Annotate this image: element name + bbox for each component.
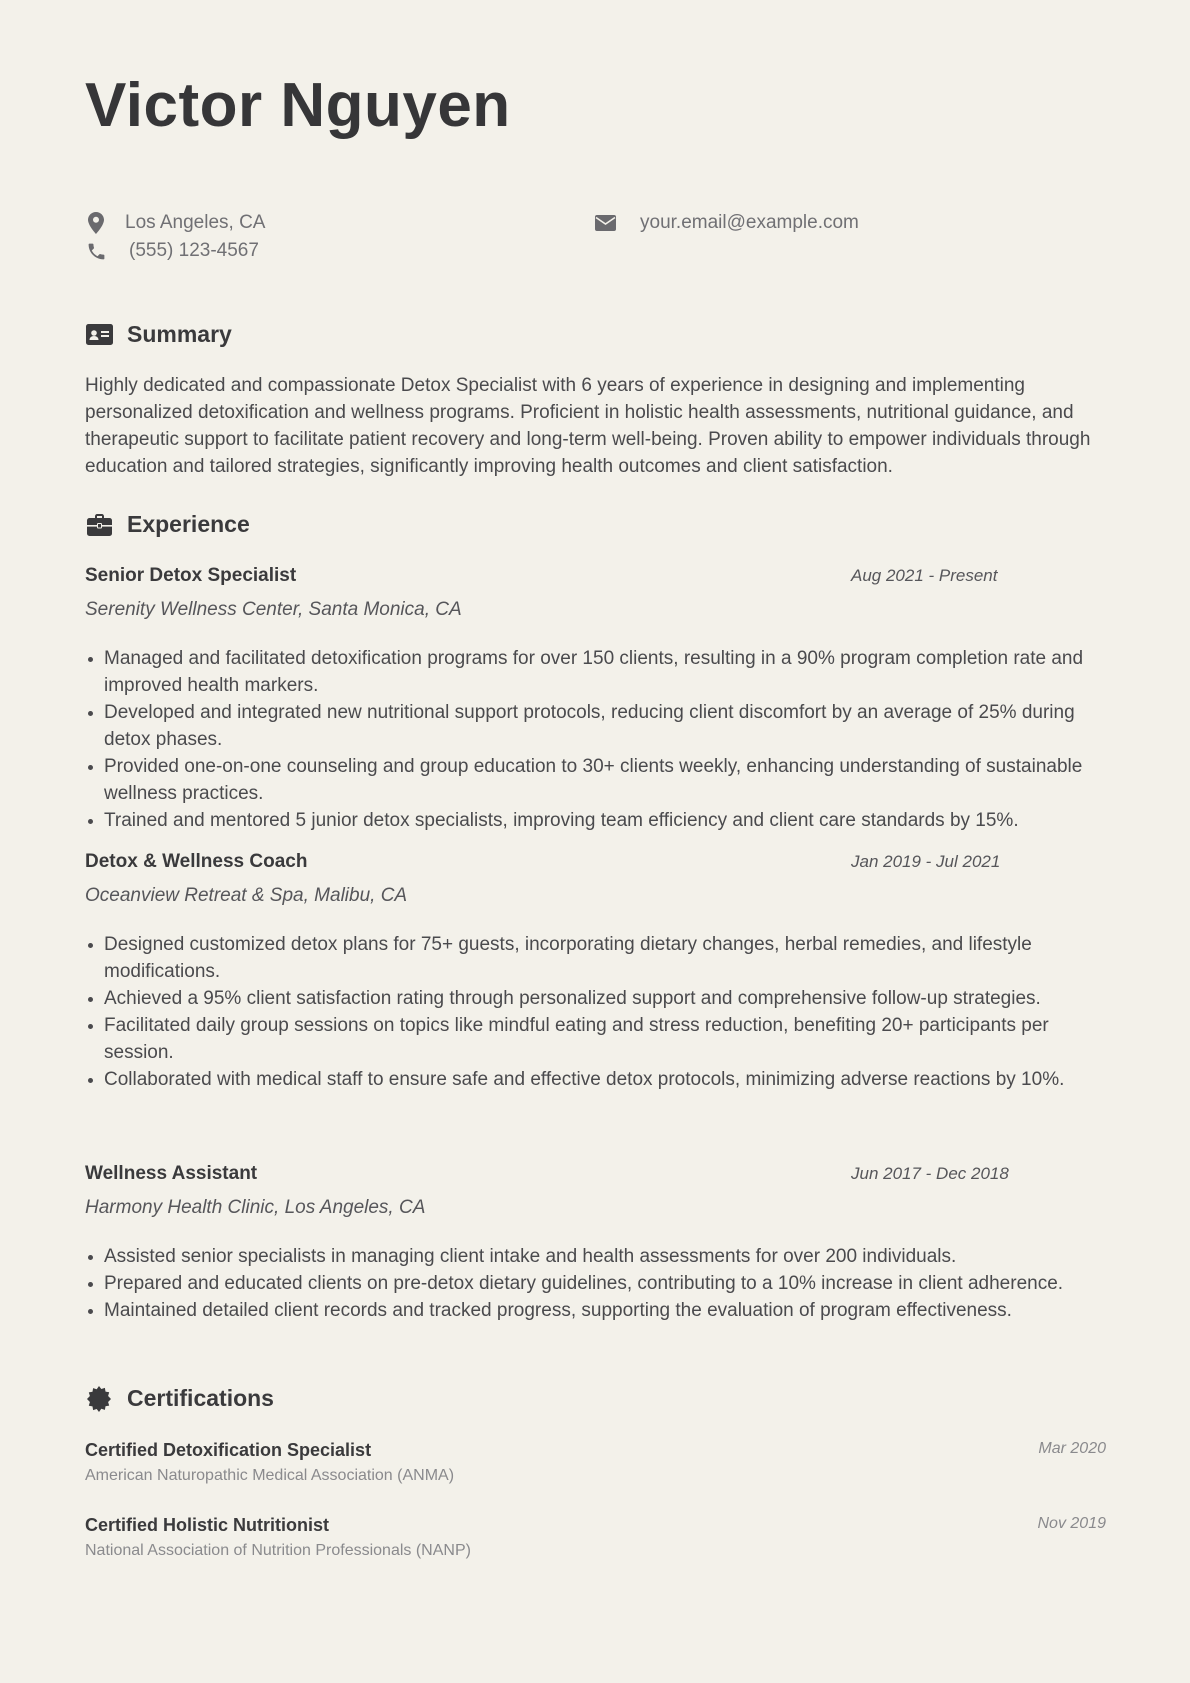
experience-title: Experience	[127, 511, 250, 537]
certifications-heading	[85, 1385, 274, 1412]
job-bullets	[85, 645, 1120, 834]
phone-icon	[85, 241, 107, 262]
summary-heading	[85, 321, 232, 348]
job-company: Oceanview Retreat & Spa, Malibu, CA	[85, 885, 408, 906]
contact-phone	[85, 240, 259, 262]
summary-text: Highly dedicated and compassionate Detox Specialist with 6 years of experience in designing and implementing personalized detoxification and wellness programs. Proficient in holistic health assessments, nutritional guidance, and therapeutic support to facilitate patient recovery and long-term well-being. Proven ability to empower individuals through education and tailored strategies, significantly improving health outcomes and client satisfaction.	[85, 375, 1091, 477]
cert-date: Nov 2019	[1037, 1515, 1106, 1532]
list-item: Provided one-on-one counseling and group education to 30+ clients weekly, enhancing understanding of sustainable wellness practices.	[85, 753, 1120, 807]
list-item: Prepared and educated clients on pre-detox dietary guidelines, contributing to a 10% increase in client adherence.	[85, 1270, 1120, 1297]
phone-text[interactable]: (555) 123-4567	[129, 240, 259, 261]
job-date: Jan 2019 - Jul 2021	[851, 852, 1001, 871]
envelope-icon	[594, 215, 616, 231]
cert-date: Mar 2020	[1038, 1440, 1106, 1457]
job-company: Harmony Health Clinic, Los Angeles, CA	[85, 1197, 426, 1218]
email-link[interactable]: your.email@example.com	[640, 212, 859, 233]
list-item: Developed and integrated new nutritional support protocols, reducing client discomfort by an average of 25% during detox phases.	[85, 699, 1120, 753]
list-item: Achieved a 95% client satisfaction rating through personalized support and comprehensive follow-up strategies.	[85, 985, 1120, 1012]
job-title: Wellness Assistant	[85, 1163, 258, 1184]
summary-title: Summary	[127, 321, 232, 347]
candidate-name: Victor Nguyen	[85, 71, 511, 140]
cert-org: National Association of Nutrition Professionals (NANP)	[85, 1542, 471, 1559]
job-bullets	[85, 1243, 1120, 1324]
experience-heading	[85, 511, 250, 538]
list-item: Facilitated daily group sessions on topics like mindful eating and stress reduction, benefiting 20+ participants per session.	[85, 1012, 1120, 1066]
list-item: Collaborated with medical staff to ensure safe and effective detox protocols, minimizing adverse reactions by 10%.	[85, 1066, 1120, 1093]
job-title: Senior Detox Specialist	[85, 565, 297, 586]
map-marker-icon	[85, 212, 107, 234]
cert-org: American Naturopathic Medical Association (ANMA)	[85, 1467, 455, 1484]
cert-name: Certified Detoxification Specialist	[85, 1440, 372, 1460]
cert-name: Certified Holistic Nutritionist	[85, 1515, 330, 1535]
contact-email	[594, 212, 859, 234]
job-company: Serenity Wellness Center, Santa Monica, CA	[85, 599, 462, 620]
list-item: Designed customized detox plans for 75+ guests, incorporating dietary changes, herbal remedies, and lifestyle modifications.	[85, 931, 1120, 985]
job-title: Detox & Wellness Coach	[85, 851, 308, 872]
list-item: Maintained detailed client records and tracked progress, supporting the evaluation of program effectiveness.	[85, 1297, 1120, 1324]
job-bullets	[85, 931, 1120, 1093]
list-item: Trained and mentored 5 junior detox specialists, improving team efficiency and client care standards by 15%.	[85, 807, 1120, 834]
job-date: Jun 2017 - Dec 2018	[851, 1164, 1009, 1183]
certifications-title: Certifications	[127, 1385, 274, 1411]
certificate-icon	[85, 1386, 113, 1412]
list-item: Managed and facilitated detoxification programs for over 150 clients, resulting in a 90% program completion rate and improved health markers.	[85, 645, 1120, 699]
contact-location	[85, 212, 265, 234]
job-date: Aug 2021 - Present	[851, 566, 998, 585]
list-item: Assisted senior specialists in managing client intake and health assessments for over 200 individuals.	[85, 1243, 1120, 1270]
location-text: Los Angeles, CA	[125, 212, 266, 233]
id-card-icon	[85, 324, 113, 345]
briefcase-icon	[85, 514, 113, 536]
